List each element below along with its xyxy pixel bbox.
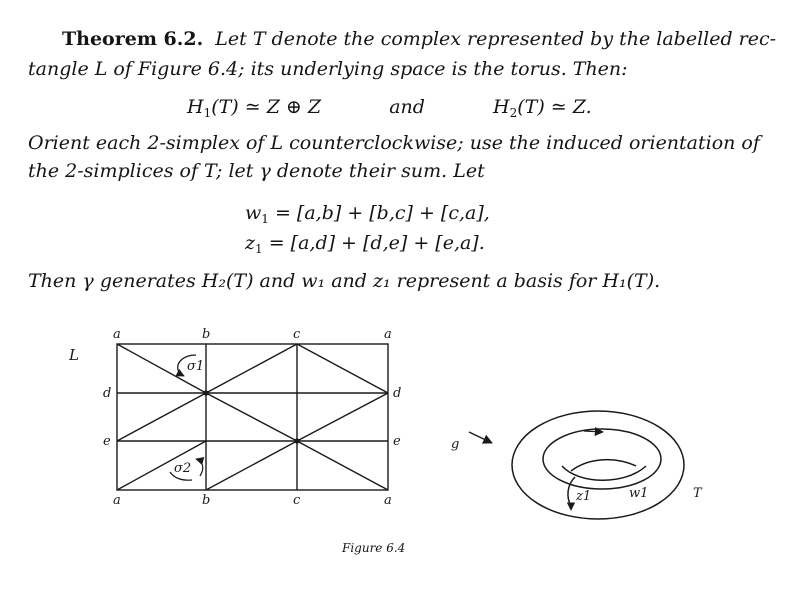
bottom-label-a1: a xyxy=(113,493,121,508)
h1-symbol: H xyxy=(187,96,204,118)
diagonal xyxy=(206,344,297,393)
sigma2-label: σ2 xyxy=(174,461,192,476)
orient-line-1: Orient each 2-simplex of L counterclockwise; use the induced orientation of xyxy=(28,132,760,154)
right-label-e: e xyxy=(393,434,401,449)
w1-direction-arrow xyxy=(584,431,603,432)
torus-hole-upper xyxy=(571,460,636,471)
w1-rhs: = [a,b] + [b,c] + [c,a], xyxy=(274,202,490,224)
top-label-a1: a xyxy=(113,327,121,342)
h2-symbol: H xyxy=(493,96,510,118)
top-label-b: b xyxy=(202,327,211,342)
w1-label: w1 xyxy=(629,486,649,501)
top-label-a2: a xyxy=(384,327,392,342)
theorem-heading: Theorem 6.2. xyxy=(62,28,204,50)
bottom-label-b: b xyxy=(202,493,211,508)
diagonal xyxy=(206,393,297,441)
h2-argument: (T) ≃ Z. xyxy=(517,96,592,118)
right-label-d: d xyxy=(393,386,402,401)
top-label-c: c xyxy=(293,327,301,342)
sigma2-orientation-arrow xyxy=(196,459,203,476)
and-word: and xyxy=(389,96,425,118)
map-arrow xyxy=(469,432,492,443)
vertex-dot xyxy=(203,390,208,395)
diagonal xyxy=(117,393,206,441)
rectangle-complex xyxy=(117,344,388,490)
torus xyxy=(512,411,684,519)
figure-caption: Figure 6.4 xyxy=(342,541,406,555)
bottom-label-c: c xyxy=(293,493,301,508)
sigma1-label: σ1 xyxy=(187,359,205,374)
w1-subscript: 1 xyxy=(261,212,269,226)
rect-label-L: L xyxy=(69,346,79,364)
map-label-g: g xyxy=(451,437,460,452)
left-label-e: e xyxy=(103,434,111,449)
conclusion-line: Then γ generates H₂(T) and w₁ and z₁ represent a basis for H₁(T). xyxy=(28,270,661,292)
diagonal xyxy=(206,441,297,490)
torus-outer xyxy=(512,411,684,519)
torus-z1-loop xyxy=(568,477,575,506)
left-label-d: d xyxy=(103,386,112,401)
diagonal xyxy=(117,441,206,490)
theorem-line-2: tangle L of Figure 6.4; its underlying space is the torus. Then: xyxy=(28,58,628,80)
diagonal xyxy=(297,344,388,393)
diagonal xyxy=(297,441,388,490)
z1-symbol: z xyxy=(245,232,256,254)
vertex-dot xyxy=(294,438,299,443)
orient-line-2: the 2-simplices of T; let γ denote their sum. Let xyxy=(28,160,485,182)
torus-label-T: T xyxy=(693,486,702,501)
w1-symbol: w xyxy=(245,202,262,224)
h1-subscript: 1 xyxy=(203,106,212,120)
bottom-label-a2: a xyxy=(384,493,392,508)
z1-rhs: = [a,d] + [d,e] + [e,a]. xyxy=(268,232,485,254)
diagonal xyxy=(297,393,388,441)
theorem-text-1: Let T denote the complex represented by the labelled rec- xyxy=(215,28,777,50)
z1-subscript: 1 xyxy=(255,242,263,256)
z1-label: z1 xyxy=(576,489,592,504)
h1-argument: (T) ≃ Z ⊕ Z xyxy=(211,96,322,118)
h2-subscript: 2 xyxy=(509,106,518,120)
